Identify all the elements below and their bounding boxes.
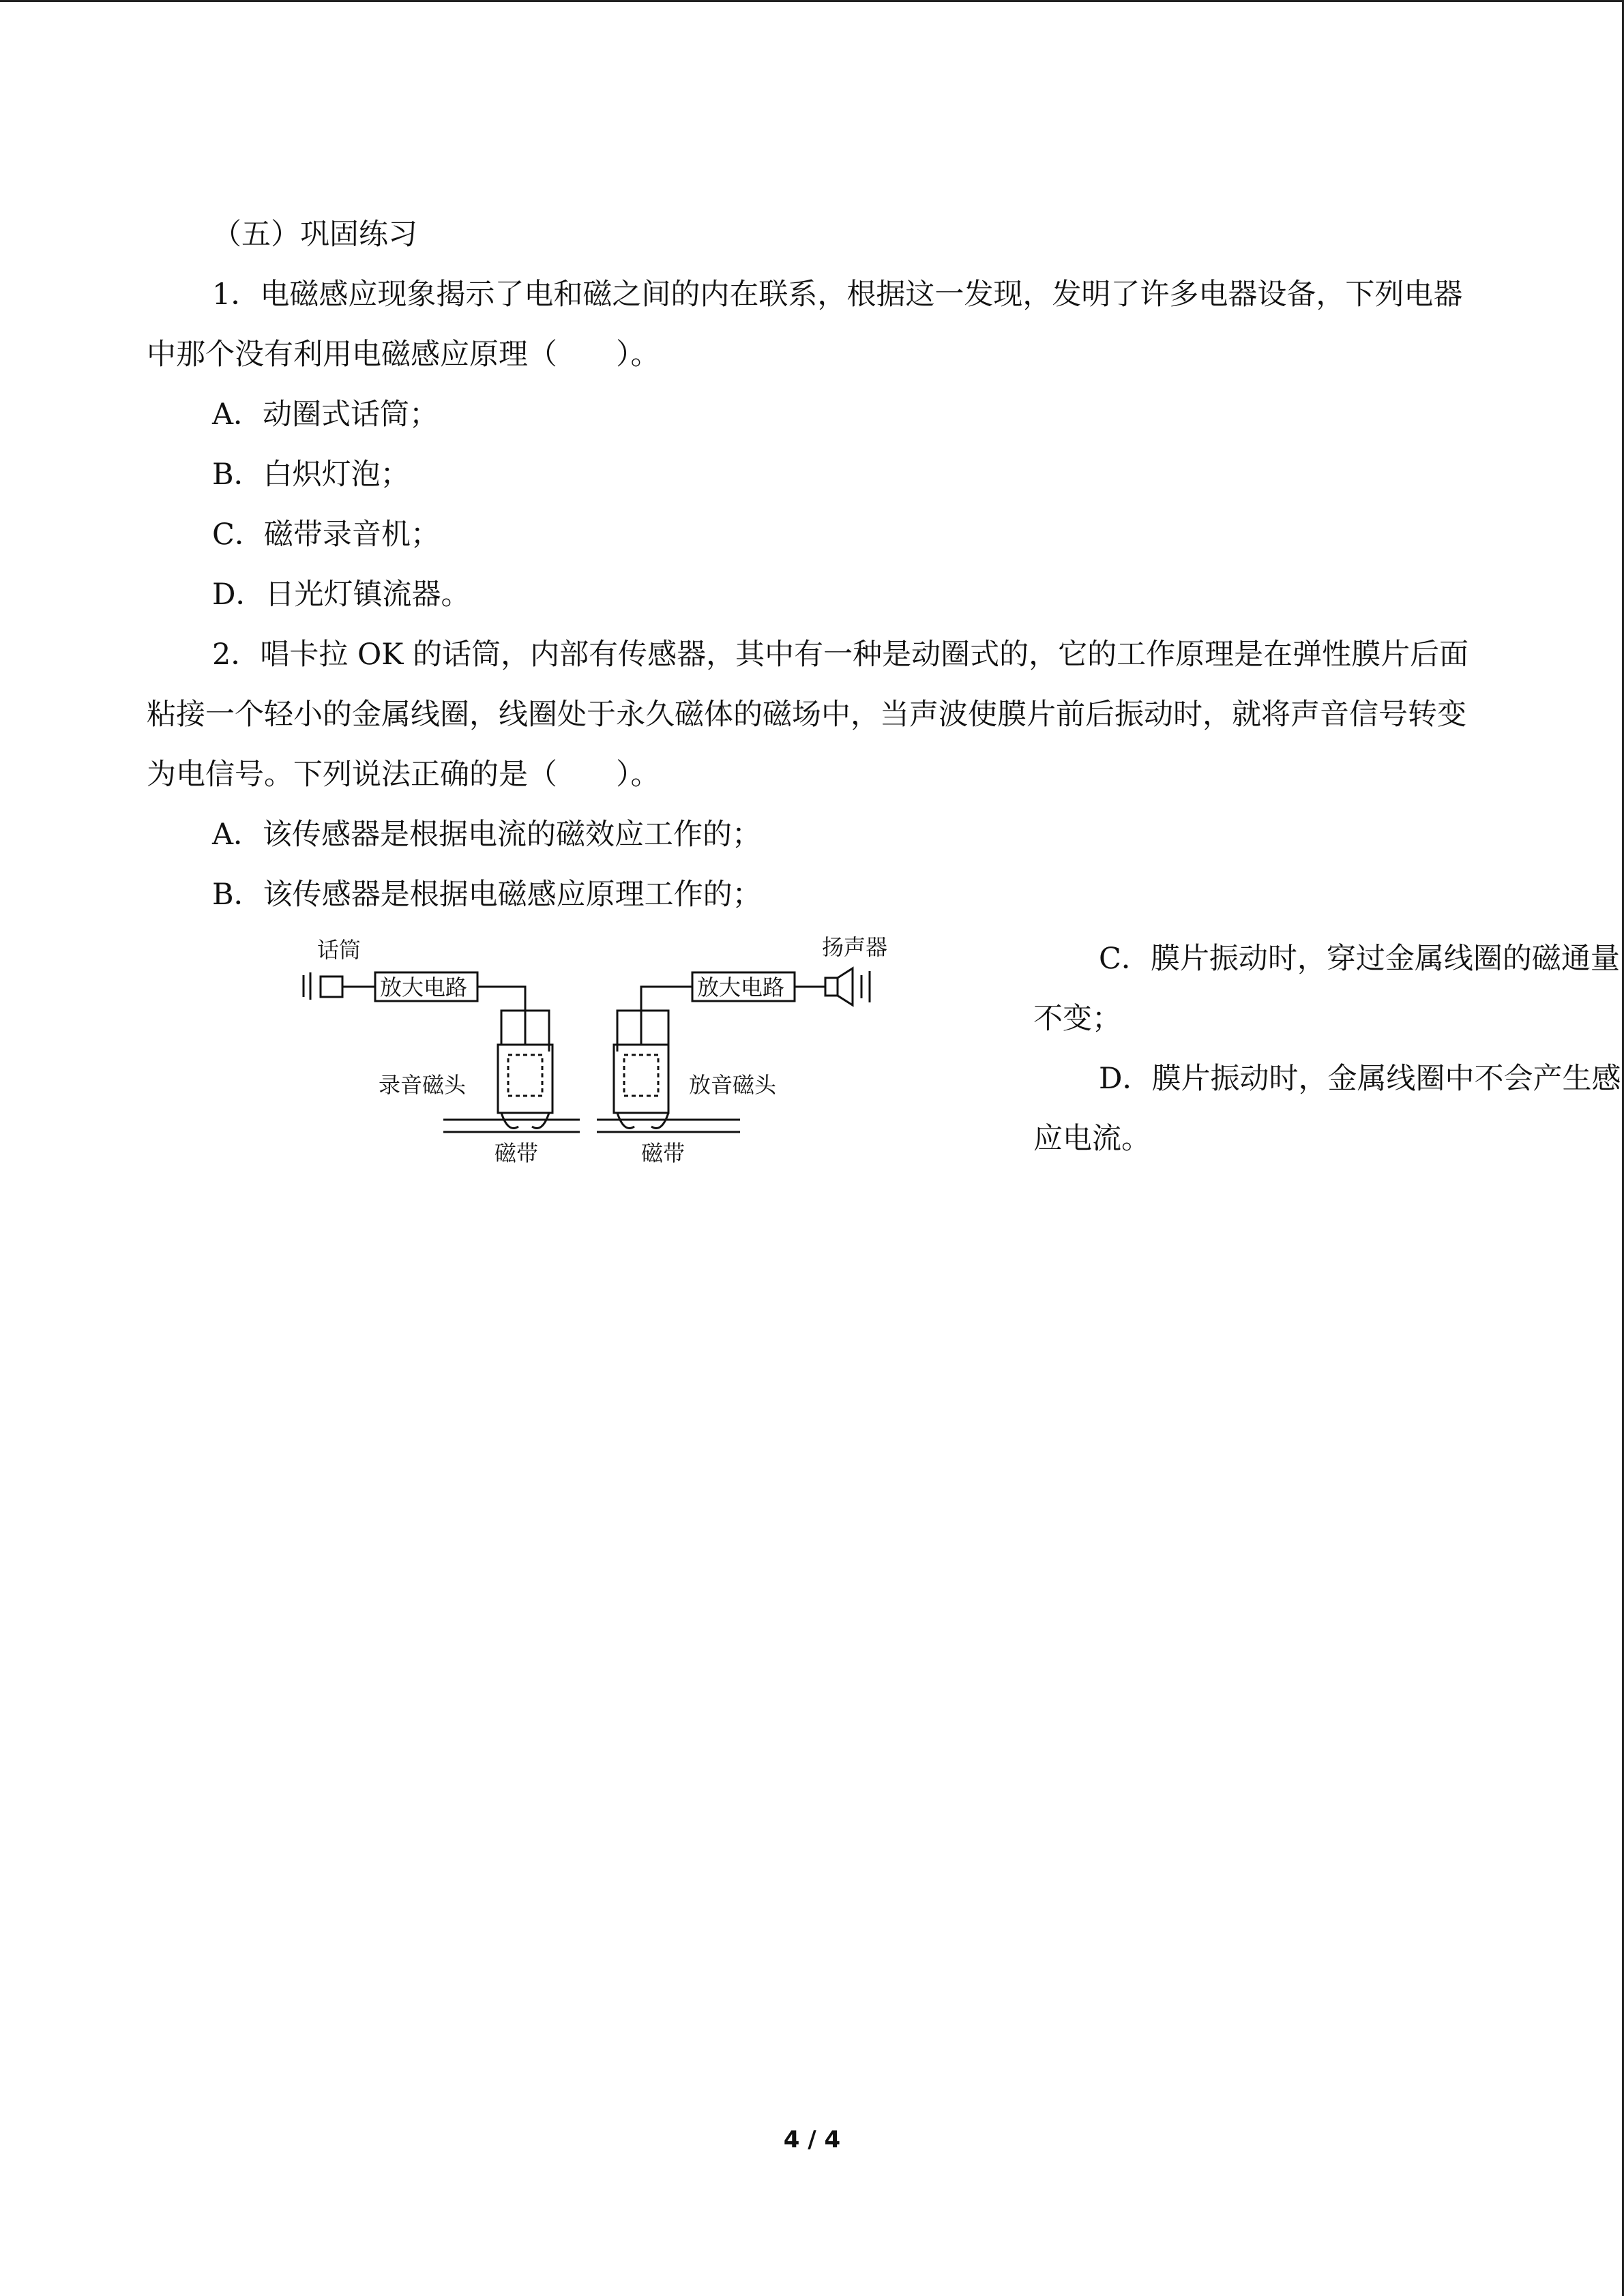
sound-waves-right-icon (861, 971, 870, 1002)
play-head-wiring (614, 987, 692, 1129)
tape-right (597, 1120, 740, 1132)
question-1-option-b: B．白炽灯泡； (212, 458, 410, 492)
record-head-wiring (477, 987, 552, 1129)
question-1-option-a: A．动圈式话筒； (212, 398, 439, 432)
page-number: 4 / 4 (783, 2126, 841, 2153)
document-body (147, 205, 1621, 1215)
record-head-label: 录音磁头 (379, 1072, 467, 1098)
tape-recorder-diagram (297, 929, 924, 1174)
question-2-option-d: D．膜片振动时，金属线圈中不会产生感应电流。 (1033, 1062, 1621, 1156)
sound-waves-left-icon (304, 972, 310, 1000)
microphone-icon (321, 976, 375, 997)
question-2-option-c: C．膜片振动时，穿过金属线圈的磁通量不变； (1033, 942, 1620, 1036)
question-2-side-options (1033, 929, 1624, 1169)
question-2-option-b: B．该传感器是根据电磁感应原理工作的； (212, 878, 762, 912)
tape-left (443, 1120, 580, 1132)
mic-label: 话筒 (317, 937, 361, 963)
play-head-label: 放音磁头 (689, 1072, 777, 1098)
tape-right-label: 磁带 (641, 1140, 685, 1166)
speaker-icon (795, 968, 853, 1005)
tape-left-label: 磁带 (494, 1140, 539, 1166)
amplifier-right-label: 放大电路 (697, 974, 785, 1000)
amplifier-left-label: 放大电路 (380, 974, 468, 1000)
section-title: （五）巩固练习 (212, 218, 417, 252)
figure-row (147, 929, 1621, 1215)
question-1-stem: 1．电磁感应现象揭示了电和磁之间的内在联系，根据这一发现，发明了许多电器设备，下列电器中那个没有利用电磁感应原理（ ）。 (147, 278, 1463, 372)
top-border (0, 0, 1624, 2)
speaker-label: 扬声器 (822, 934, 888, 960)
question-1-option-c: C．磁带录音机； (212, 518, 440, 552)
question-2-option-a: A．该传感器是根据电流的磁效应工作的； (212, 818, 762, 852)
question-1-option-d: D．日光灯镇流器。 (212, 578, 471, 612)
question-2-stem: 2．唱卡拉 OK 的话筒，内部有传感器，其中有一种是动圈式的，它的工作原理是在弹性膜片后面粘接一个轻小的金属线圈，线圈处于永久磁体的磁场中，当声波使膜片前后振动时，就将声音信号转变为电信号。下列说法正确的是（ ）。 (147, 638, 1469, 792)
